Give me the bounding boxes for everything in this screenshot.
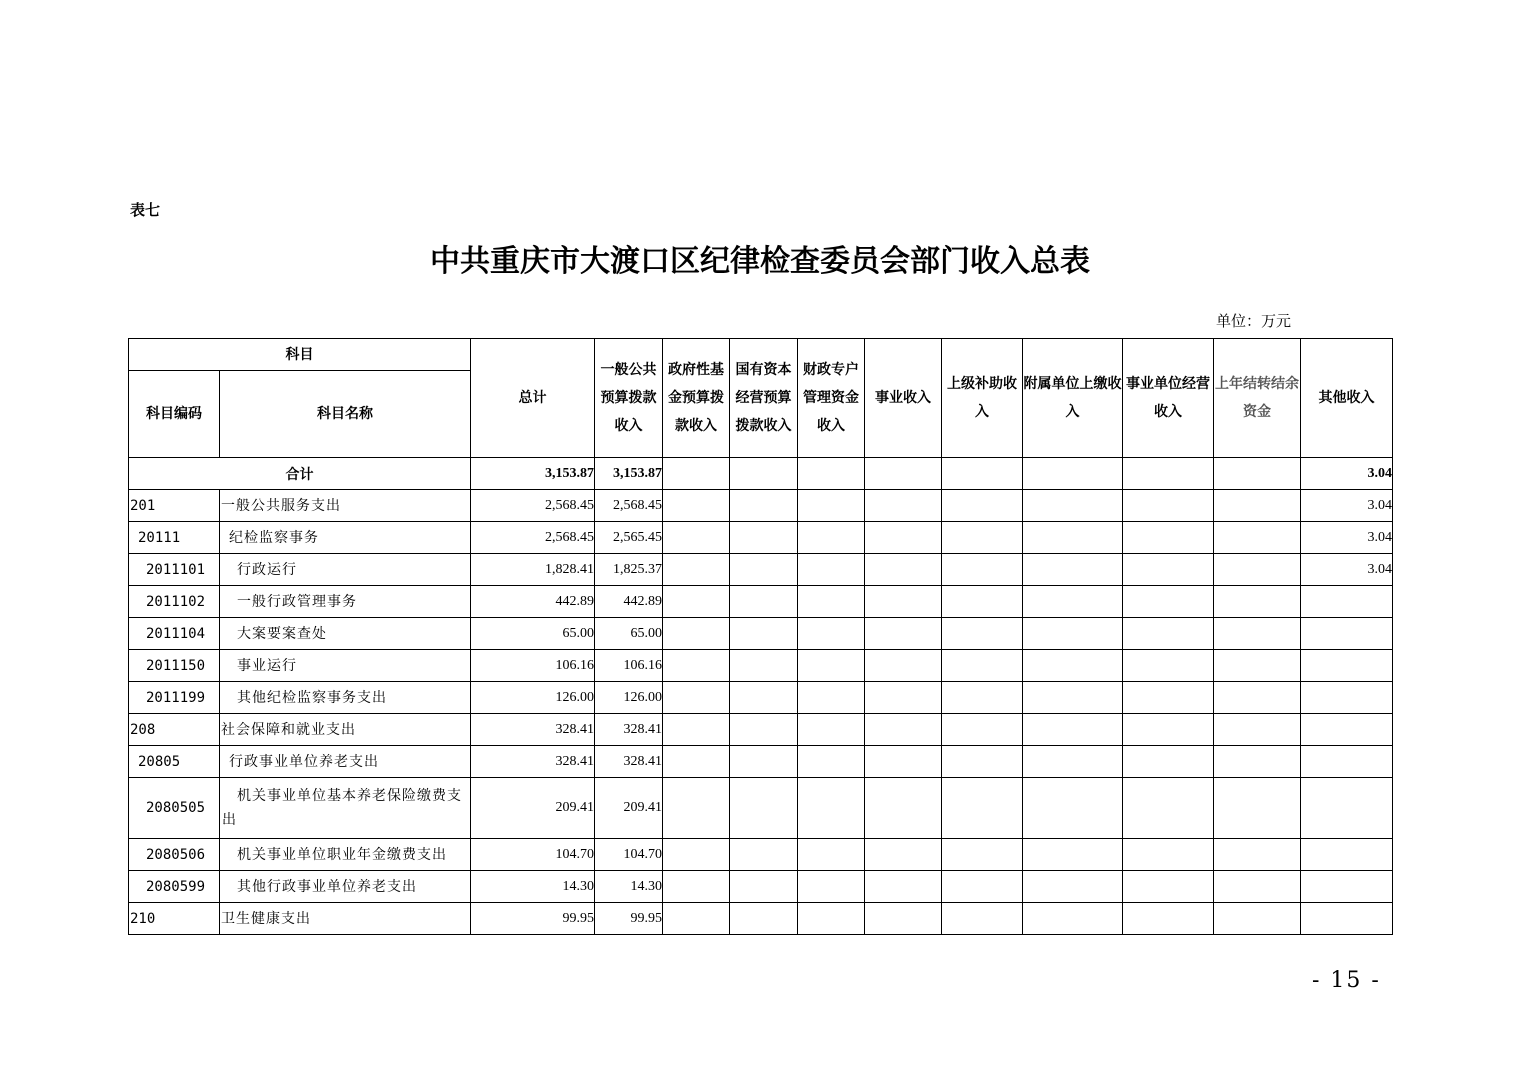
row-code: 2011150 (129, 650, 220, 682)
row-total: 2,568.45 (471, 490, 595, 522)
row-code: 208 (129, 714, 220, 746)
row-other-income (1301, 618, 1393, 650)
row-general-budget: 104.70 (595, 839, 663, 871)
table-row (129, 586, 1393, 618)
row-general-budget: 99.95 (595, 903, 663, 935)
header-name: 科目名称 (220, 371, 471, 458)
row-code: 2011104 (129, 618, 220, 650)
table-row (129, 714, 1393, 746)
row-name: 其他纪检监察事务支出 (220, 682, 471, 714)
row-name: 机关事业单位基本养老保险缴费支出 (220, 778, 471, 839)
row-code: 2011199 (129, 682, 220, 714)
header-business-income: 事业收入 (865, 339, 942, 458)
row-code: 2080599 (129, 871, 220, 903)
row-code: 210 (129, 903, 220, 935)
row-other-income: 3.04 (1301, 554, 1393, 586)
row-total: 1,828.41 (471, 554, 595, 586)
row-general-budget: 106.16 (595, 650, 663, 682)
table-row (129, 746, 1393, 778)
row-general-budget: 2,568.45 (595, 490, 663, 522)
row-other-income (1301, 903, 1393, 935)
row-other-income (1301, 839, 1393, 871)
row-name: 大案要案查处 (220, 618, 471, 650)
row-name: 社会保障和就业支出 (220, 714, 471, 746)
row-code: 2080505 (129, 778, 220, 839)
income-summary-table (128, 338, 1393, 935)
row-name: 一般公共服务支出 (220, 490, 471, 522)
row-code: 2011101 (129, 554, 220, 586)
row-general-budget: 65.00 (595, 618, 663, 650)
table-row (129, 650, 1393, 682)
row-name: 行政运行 (220, 554, 471, 586)
row-total: 442.89 (471, 586, 595, 618)
header-carryover: 上年结转结余资金 (1214, 339, 1301, 458)
header-total: 总计 (471, 339, 595, 458)
row-total: 104.70 (471, 839, 595, 871)
row-name: 其他行政事业单位养老支出 (220, 871, 471, 903)
row-general-budget: 14.30 (595, 871, 663, 903)
row-other-income: 3.04 (1301, 522, 1393, 554)
row-total: 328.41 (471, 714, 595, 746)
row-other-income (1301, 871, 1393, 903)
row-other-income (1301, 746, 1393, 778)
row-other-income (1301, 714, 1393, 746)
row-other-income (1301, 682, 1393, 714)
row-total: 65.00 (471, 618, 595, 650)
document-title: 中共重庆市大渡口区纪律检查委员会部门收入总表 (430, 244, 1090, 279)
header-gov-fund: 政府性基金预算拨款收入 (663, 339, 730, 458)
row-code: 2011102 (129, 586, 220, 618)
table-row (129, 682, 1393, 714)
total-label: 合计 (129, 458, 471, 490)
header-other-income: 其他收入 (1301, 339, 1393, 458)
table-row (129, 871, 1393, 903)
row-other-income (1301, 586, 1393, 618)
table-row (129, 903, 1393, 935)
row-name: 纪检监察事务 (220, 522, 471, 554)
row-general-budget: 1,825.37 (595, 554, 663, 586)
header-special-account: 财政专户管理资金收入 (798, 339, 865, 458)
table-row (129, 839, 1393, 871)
unit-label: 单位：万元 (1216, 312, 1292, 330)
row-code: 201 (129, 490, 220, 522)
row-total: 14.30 (471, 871, 595, 903)
row-general-budget: 209.41 (595, 778, 663, 839)
row-code: 20805 (129, 746, 220, 778)
row-general-budget: 126.00 (595, 682, 663, 714)
table-row (129, 554, 1393, 586)
header-operating-income: 事业单位经营收入 (1123, 339, 1214, 458)
row-name: 事业运行 (220, 650, 471, 682)
row-other-income (1301, 778, 1393, 839)
row-general-budget: 328.41 (595, 714, 663, 746)
row-general-budget: 442.89 (595, 586, 663, 618)
row-name: 行政事业单位养老支出 (220, 746, 471, 778)
header-state-capital: 国有资本经营预算拨款收入 (730, 339, 798, 458)
row-code: 2080506 (129, 839, 220, 871)
row-general-budget: 328.41 (595, 746, 663, 778)
table-row (129, 778, 1393, 839)
row-name: 卫生健康支出 (220, 903, 471, 935)
row-other-income: 3.04 (1301, 490, 1393, 522)
row-total: 126.00 (471, 682, 595, 714)
table-row (129, 490, 1393, 522)
total-other-income: 3.04 (1301, 458, 1393, 490)
header-code: 科目编码 (129, 371, 220, 458)
row-total: 209.41 (471, 778, 595, 839)
row-total: 328.41 (471, 746, 595, 778)
row-name: 机关事业单位职业年金缴费支出 (220, 839, 471, 871)
total-row (129, 458, 1393, 490)
header-subject: 科目 (129, 339, 471, 371)
total-total: 3,153.87 (471, 458, 595, 490)
table-label: 表七 (130, 201, 161, 219)
header-general-budget: 一般公共预算拨款收入 (595, 339, 663, 458)
row-other-income (1301, 650, 1393, 682)
header-affiliated-payment: 附属单位上缴收入 (1023, 339, 1123, 458)
table-row (129, 618, 1393, 650)
page-number: - 15 - (1312, 968, 1381, 993)
header-superior-subsidy: 上级补助收入 (942, 339, 1023, 458)
row-total: 99.95 (471, 903, 595, 935)
row-name: 一般行政管理事务 (220, 586, 471, 618)
table-row (129, 522, 1393, 554)
row-general-budget: 2,565.45 (595, 522, 663, 554)
row-code: 20111 (129, 522, 220, 554)
total-general-budget: 3,153.87 (595, 458, 663, 490)
row-total: 106.16 (471, 650, 595, 682)
row-total: 2,568.45 (471, 522, 595, 554)
